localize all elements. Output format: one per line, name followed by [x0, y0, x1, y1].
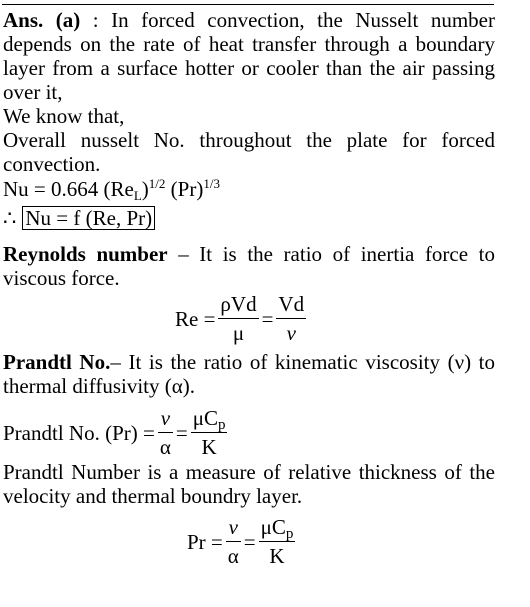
- pr2-fraction-1: $\frac{\nu}{\alpha}$: [227, 515, 239, 568]
- therefore-line: [3, 206, 495, 230]
- overall-paragraph: Overall nusselt No. throughout the plate for forced convection.: [3, 128, 495, 176]
- pr2-fraction-2: $\frac{\mu C_p}{K}$: [260, 515, 294, 568]
- reynolds-label: Reynolds number: [3, 242, 168, 266]
- prandtl-equation-2: Pr = $\frac{\nu}{\alpha}$ = $\frac{\mu C_p}{K}$: [187, 515, 294, 568]
- prandtl-label: Prandtl No.: [3, 350, 111, 374]
- reynolds-paragraph: [3, 242, 495, 290]
- we-know-line: We know that,: [3, 104, 125, 128]
- pr1-fraction-2: $\frac{\mu C_p}{K}$: [192, 406, 226, 459]
- re-fraction-1: $\frac{\text{ρVd}}{\mu}$: [220, 292, 257, 345]
- boxed-result: Nu = f (Re, Pr): [22, 206, 155, 230]
- prandtl-equation-1: Prandtl No. (Pr) = $\frac{\nu}{\alpha}$ = $\frac{\mu C_p}{K}$: [3, 406, 226, 459]
- pr1-fraction-1: $\frac{\nu}{\alpha}$: [159, 406, 171, 459]
- prandtl-paragraph: [3, 350, 495, 398]
- answer-label: Ans. (a): [3, 8, 81, 32]
- re-fraction-2: $\frac{Vd}{\nu}$: [278, 292, 305, 345]
- prandtl-text: – It is the ratio of kinematic viscosity (ν) to thermal diffusivity (α).: [3, 350, 495, 398]
- answer-text: : In forced convection, the Nusselt number depends on the rate of heat transfer through a boundary layer from a surface hotter or cooler than the air passing over it,: [3, 8, 495, 104]
- therefore-symbol: ∴: [3, 206, 17, 230]
- nusselt-equation: Nu = 0.664 $(Re_L)^{1/2}$ $(Pr)^{1/3}$: [3, 176, 220, 203]
- reynolds-equation: Re = $\frac{\text{ρVd}}{\mu}$ = $\frac{Vd}{\nu}$: [175, 292, 305, 345]
- reynolds-text: – It is the ratio of inertia force to viscous force.: [3, 242, 495, 290]
- answer-paragraph: [3, 8, 495, 104]
- top-rule: [2, 4, 494, 5]
- prandtl-measure-paragraph: Prandtl Number is a measure of relative thickness of the velocity and thermal boundry layer.: [3, 460, 495, 508]
